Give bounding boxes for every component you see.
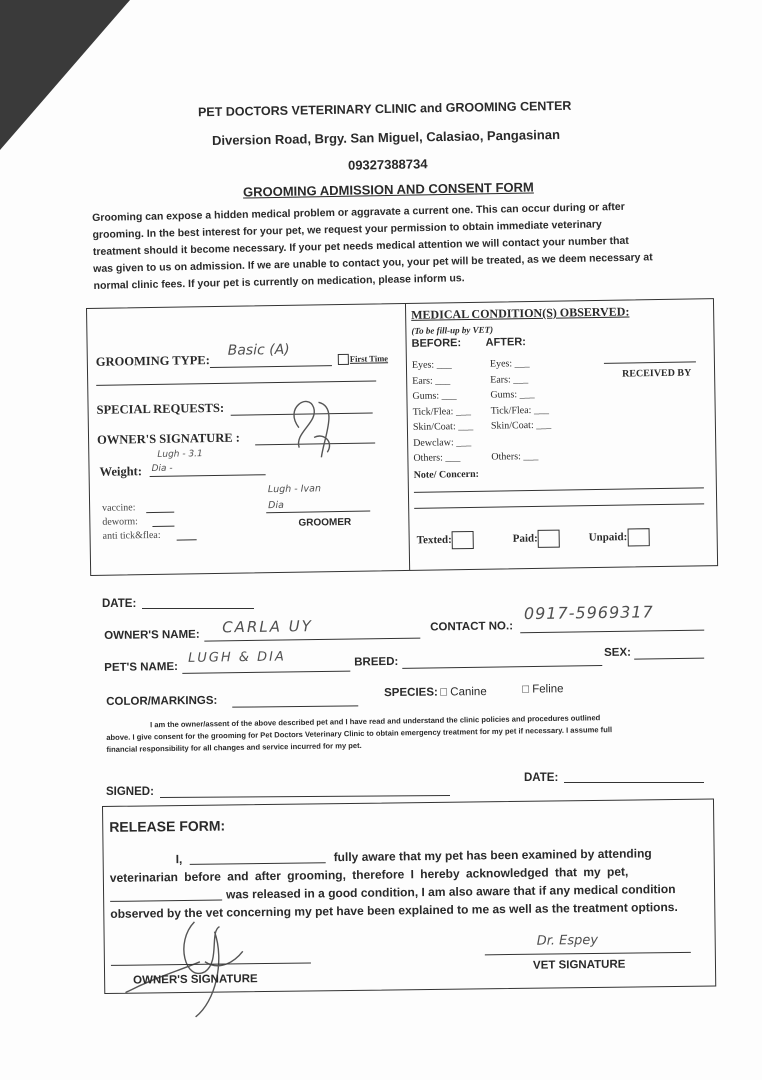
received-by-line xyxy=(604,361,696,363)
release-owner-signature-scribble xyxy=(124,901,275,1023)
note-line-1 xyxy=(414,487,704,493)
species-label: SPECIES: xyxy=(384,686,438,700)
before-list xyxy=(412,357,474,466)
release-box xyxy=(102,799,716,994)
before-item: Ears: ___ xyxy=(412,374,451,387)
unpaid-checkbox[interactable] xyxy=(627,528,649,546)
paid-label: Paid: xyxy=(512,532,538,545)
after-item: Tick/Flea: ___ xyxy=(490,404,549,417)
deworm-label: deworm: xyxy=(102,516,138,528)
release-line-3-end: was released in a good condition, I am also aware that if any medical condition xyxy=(226,882,676,902)
contact-value: 0917-5969317 xyxy=(523,602,654,624)
clinic-address: Diversion Road, Brgy. San Miguel, Calasiao, Pangasinan xyxy=(211,126,561,149)
unpaid-field xyxy=(589,528,650,547)
consent-paragraph xyxy=(106,711,710,756)
note-line-2 xyxy=(414,503,704,509)
grooming-type-value: Basic (A) xyxy=(227,341,290,359)
release-line-1-end: fully aware that my pet has been examined by attending xyxy=(333,846,652,865)
consent-line: above. I give consent for the grooming for Pet Doctors Veterinary Clinic to obtain emergency treatment for my pet if necessary. I assume full xyxy=(106,725,613,742)
consent-line: I am the owner/assent of the above described pet and I have read and understand the clinic policies and procedures outlined xyxy=(150,713,601,730)
intro-line: normal clinic fees. If your pet is currently on medication, please inform us. xyxy=(93,272,465,292)
after-item: Gums: ___ xyxy=(490,388,535,401)
medical-title: MEDICAL CONDITION(S) OBSERVED: xyxy=(411,304,630,322)
before-label: BEFORE: xyxy=(411,337,462,350)
groomer-value-1: Lugh - Ivan xyxy=(267,483,322,496)
color-label: COLOR/MARKINGS: xyxy=(106,694,218,708)
color-row xyxy=(106,678,706,710)
consent-date-line xyxy=(564,782,704,783)
before-item: Eyes: ___ xyxy=(411,359,452,371)
deworm-line xyxy=(152,526,174,527)
texted-label: Texted: xyxy=(416,533,452,547)
intro-line: was given to us on admission. If we are unable to contact you, your pet will be treated, as we deem necessary at xyxy=(93,251,653,275)
texted-field xyxy=(417,531,474,550)
before-item: Tick/Flea: ___ xyxy=(412,405,472,418)
owner-signature-label: OWNER'S SIGNATURE : xyxy=(96,430,241,447)
pet-row xyxy=(104,642,704,680)
breed-line xyxy=(402,665,602,669)
clinic-name: PET DOCTORS VETERINARY CLINIC and GROOMING CENTER xyxy=(197,98,572,120)
grooming-extra-line xyxy=(96,380,376,385)
owner-name-label: OWNER'S NAME: xyxy=(104,628,200,642)
pet-name-label: PET'S NAME: xyxy=(104,660,178,674)
after-item: Others: ___ xyxy=(491,450,539,463)
pet-name-line xyxy=(182,671,350,674)
received-by-label: RECEIVED BY xyxy=(622,367,692,380)
vet-signature-label: VET SIGNATURE xyxy=(532,958,626,972)
after-item: Ears: ___ xyxy=(490,373,529,386)
note-label: Note/ Concern: xyxy=(413,468,480,481)
contact-label: CONTACT NO.: xyxy=(430,620,514,634)
texted-checkbox[interactable] xyxy=(452,531,474,549)
before-item: Gums: ___ xyxy=(412,390,457,402)
after-item xyxy=(491,433,552,449)
groomer-line xyxy=(266,511,370,514)
before-item: Skin/Coat: ___ xyxy=(412,420,474,433)
admission-box xyxy=(86,298,718,576)
release-title: RELEASE FORM: xyxy=(109,817,226,835)
anti-tick-line xyxy=(177,539,197,540)
release-owner-name-line xyxy=(190,862,326,865)
paid-field xyxy=(513,530,560,549)
box-divider xyxy=(405,304,410,570)
release-line-4: observed by the vet concerning my pet have been explained to me as well as the treatment options. xyxy=(110,899,678,921)
owner-signature-scribble xyxy=(278,387,349,463)
intro-line: treatment should it become necessary. If your pet needs medical attention we will contact your number that xyxy=(92,234,629,258)
date-line xyxy=(142,608,254,609)
release-line-2: veterinarian before and after grooming, therefore I hereby acknowledged that my pet, xyxy=(109,864,629,885)
groomer-label: GROOMER xyxy=(298,516,352,529)
before-item: Others: ___ xyxy=(413,452,461,464)
consent-line: financial responsibility for all changes and service incurred for my pet. xyxy=(106,740,362,754)
scan-shadow-corner xyxy=(0,0,130,150)
date-label: DATE: xyxy=(102,598,137,610)
vet-signature-value: Dr. Espey xyxy=(536,932,599,949)
color-line xyxy=(232,705,358,707)
weight-value-2: Dia - xyxy=(151,463,173,474)
intro-line: grooming. In the best interest for your pet, we request your permission to obtain immediate veterinary xyxy=(92,218,602,241)
before-item: Dewclaw: ___ xyxy=(413,436,472,449)
signed-line xyxy=(160,795,450,798)
grooming-type-line xyxy=(210,365,332,368)
grooming-type-label: GROOMING TYPE: xyxy=(95,353,210,369)
anti-tick-label: anti tick&flea: xyxy=(102,529,161,542)
paid-checkbox[interactable] xyxy=(538,530,560,548)
unpaid-label: Unpaid: xyxy=(588,531,628,544)
sex-line xyxy=(634,658,704,660)
canine-option[interactable]: □ Canine xyxy=(440,686,487,699)
release-owner-signature-label: OWNER'S SIGNATURE xyxy=(133,973,258,987)
release-line-1-start: I, xyxy=(175,852,183,867)
weight-label: Weight: xyxy=(99,464,143,479)
contact-line xyxy=(520,630,704,634)
pet-name-value: LUGH & DIA xyxy=(188,649,286,666)
vaccine-label: vaccine: xyxy=(102,502,136,514)
first-time-checkbox[interactable] xyxy=(338,354,349,365)
consent-date-label: DATE: xyxy=(524,772,559,784)
groomer-value-2: Dia xyxy=(268,499,284,512)
owner-name-value: CARLA UY xyxy=(222,617,313,637)
vet-signature-line xyxy=(485,952,691,956)
after-label: AFTER: xyxy=(485,336,527,349)
weight-line xyxy=(150,474,266,477)
after-list xyxy=(490,356,552,465)
sex-label: SEX: xyxy=(604,646,632,660)
weight-value-1: Lugh - 3.1 xyxy=(157,449,203,460)
first-time-label: First Time xyxy=(349,353,389,364)
after-item: Eyes: ___ xyxy=(489,358,530,370)
breed-label: BREED: xyxy=(354,655,399,669)
intro-paragraph xyxy=(92,197,698,295)
clinic-phone: 09327388734 xyxy=(347,156,428,173)
feline-option[interactable]: □ Feline xyxy=(522,683,564,696)
medical-subtitle: (To be fill-up by VET) xyxy=(411,324,494,336)
form-title: GROOMING ADMISSION AND CONSENT FORM xyxy=(242,179,534,200)
after-item: Skin/Coat: ___ xyxy=(490,419,552,432)
owner-name-line xyxy=(204,638,420,642)
signed-label: SIGNED: xyxy=(106,786,154,798)
special-requests-label: SPECIAL REQUESTS: xyxy=(96,400,225,417)
intro-line: Grooming can expose a hidden medical problem or aggravate a current one. This can occur during or after xyxy=(92,200,625,224)
vaccine-line xyxy=(146,512,174,513)
